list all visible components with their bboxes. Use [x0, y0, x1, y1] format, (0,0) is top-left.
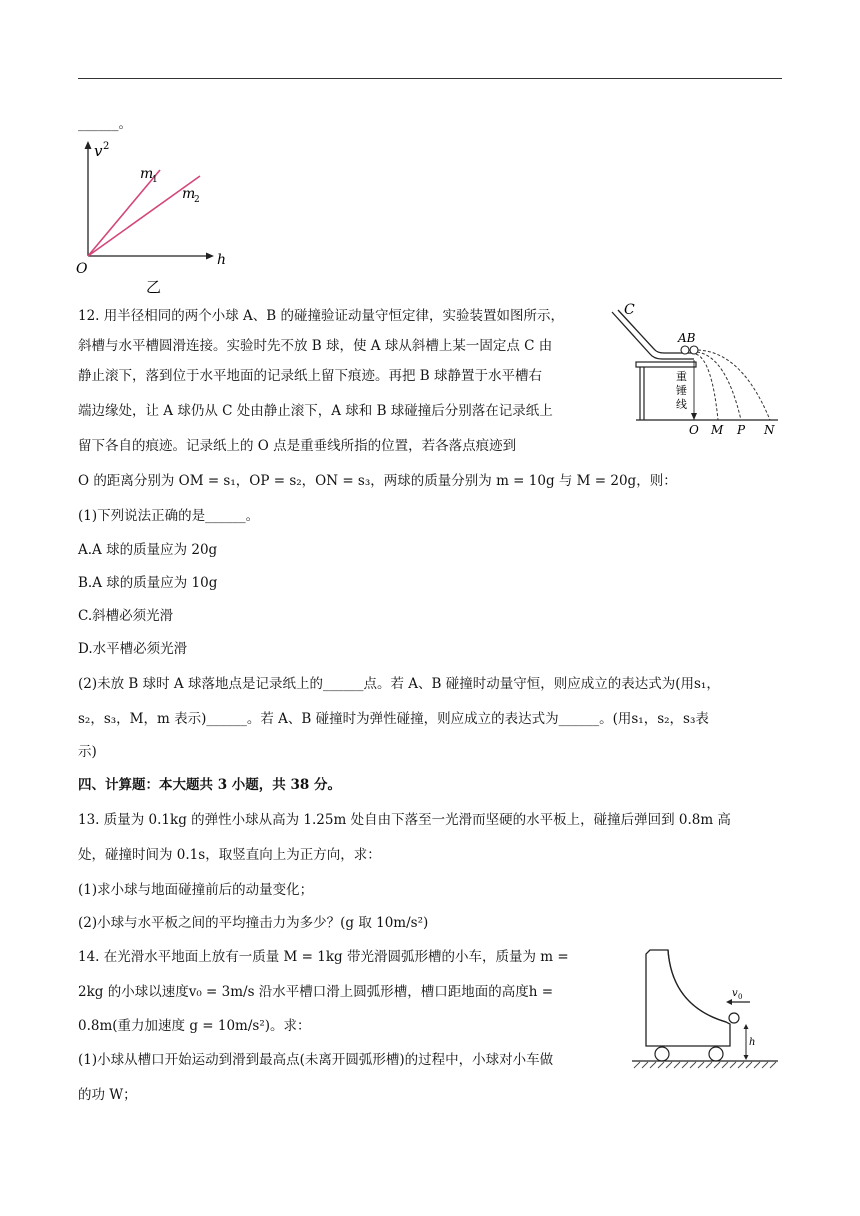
wheel-right	[709, 1047, 723, 1061]
label-c: C	[624, 302, 635, 318]
label-ab: AB	[678, 331, 696, 345]
q12-question-2-line-2: s₂，s₃，M，m 表示)______。若 A、B 碰撞时为弹性碰撞，则应成立的表达式为______。(用s₁，s₂，s₃表	[78, 711, 709, 727]
x-axis-label: h	[217, 252, 227, 268]
q12-question-1: (1)下列说法正确的是______。	[78, 508, 260, 524]
q12-option-a: A.A 球的质量应为 20g	[78, 542, 218, 558]
q12-line-5: 留下各自的痕迹。记录纸上的 O 点是重垂线所指的位置，若各落点痕迹到	[78, 438, 517, 454]
y-axis-label: v	[94, 142, 103, 160]
plumb-label-3: 线	[676, 398, 687, 411]
velocity-arrowhead	[726, 999, 732, 1005]
q12-question-2-line-3: 示)	[78, 744, 97, 760]
point-n: N	[764, 423, 775, 437]
q12-line-4: 端边缘处，让 A 球仍从 C 处由静止滚下，A 球和 B 球碰撞后分别落在记录纸上	[78, 403, 553, 419]
plumb-arrow	[691, 413, 697, 420]
ground-hatching	[634, 1062, 776, 1068]
trajectory-n	[698, 350, 770, 420]
q12-option-d: D.水平槽必须光滑	[78, 641, 188, 657]
q12-option-c: C.斜槽必须光滑	[78, 608, 174, 624]
figure-caption: 乙	[146, 278, 162, 296]
q12-line-6: O 的距离分别为 OM = s₁，OP = s₂，ON = s₃，两球的质量分别为 m = 10g 与 M = 20g，则：	[78, 473, 677, 489]
origin-label: O	[76, 261, 88, 277]
height-arrow-bottom	[744, 1055, 749, 1060]
v2-h-graph	[72, 138, 242, 298]
collision-apparatus-figure	[600, 298, 784, 438]
q14-line-5: 的功 W；	[78, 1087, 137, 1103]
plumb-label-2: 锤	[676, 384, 687, 397]
ball-b	[690, 346, 698, 354]
v0-sub: 0	[738, 993, 743, 1001]
q12-line-3: 静止滚下，落到位于水平地面的记录纸上留下痕迹。再把 B 球静置于水平槽右	[78, 368, 543, 384]
q12-option-b: B.A 球的质量应为 10g	[78, 575, 218, 591]
q12-line-2: 斜槽与水平槽圆滑连接。实验时先不放 B 球，使 A 球从斜槽上某一固定点 C 由	[78, 338, 553, 354]
q13-line-4: (2)小球与水平板之间的平均撞击力为多少？(g 取 10m/s²)	[78, 915, 429, 931]
q13-line-2: 处，碰撞时间为 0.1s，取竖直向上为正方向，求：	[78, 847, 381, 863]
header-rule	[78, 78, 782, 79]
q13-line-3: (1)求小球与地面碰撞前后的动量变化；	[78, 882, 314, 898]
m2-label: m	[182, 186, 196, 202]
small-ball	[729, 1013, 739, 1023]
q13-line-1: 13. 质量为 0.1kg 的弹性小球从高为 1.25m 处自由下落至一光滑而坚硬的水平板上，碰撞后弹回到 0.8m 高	[78, 812, 731, 828]
height-arrow-top	[744, 1024, 749, 1029]
point-p: P	[737, 423, 746, 437]
q11-answer-blank: ______。	[78, 116, 132, 132]
ball-a	[681, 346, 689, 354]
y-axis-arrow	[85, 141, 92, 149]
q14-line-4: (1)小球从槽口开始运动到滑到最高点(未离开圆弧形槽)的过程中，小球对小车做	[78, 1052, 554, 1068]
m1-label: m	[140, 166, 154, 182]
v0-label: v	[732, 988, 738, 999]
h-label: h	[749, 1037, 756, 1048]
q12-question-2-line-1: (2)未放 B 球时 A 球落地点是记录纸上的______点。若 A、B 碰撞时动量守恒，则应成立的表达式为(用s₁，	[78, 676, 720, 692]
cart-body	[646, 950, 730, 1046]
q14-line-2: 2kg 的小球以速度v₀ = 3m/s 沿水平槽口滑上圆弧形槽，槽口距地面的高度h =	[78, 984, 554, 1000]
plumb-label-1: 重	[676, 370, 687, 383]
q12-line-1: 12. 用半径相同的两个小球 A、B 的碰撞验证动量守恒定律，实验装置如图所示，	[78, 308, 565, 324]
wheel-left	[655, 1047, 669, 1061]
cart-arc-groove-figure	[628, 942, 784, 1076]
trajectory-p	[697, 352, 741, 420]
q14-line-1: 14. 在光滑水平地面上放有一质量 M = 1kg 带光滑圆弧形槽的小车，质量为 m =	[78, 949, 569, 965]
trajectory-m	[696, 354, 718, 420]
section-heading: 四、计算题：本大题共 3 小题，共 38 分。	[78, 777, 341, 793]
horizontal-table	[636, 362, 696, 367]
q14-line-3: 0.8m(重力加速度 g = 10m/s²)。求：	[78, 1018, 311, 1034]
point-m: M	[711, 423, 724, 437]
y-axis-sup: 2	[103, 141, 110, 152]
x-axis-arrow	[206, 253, 214, 260]
m2-sub: 2	[194, 195, 200, 205]
point-o: O	[689, 423, 699, 437]
m1-sub: 1	[152, 175, 158, 185]
